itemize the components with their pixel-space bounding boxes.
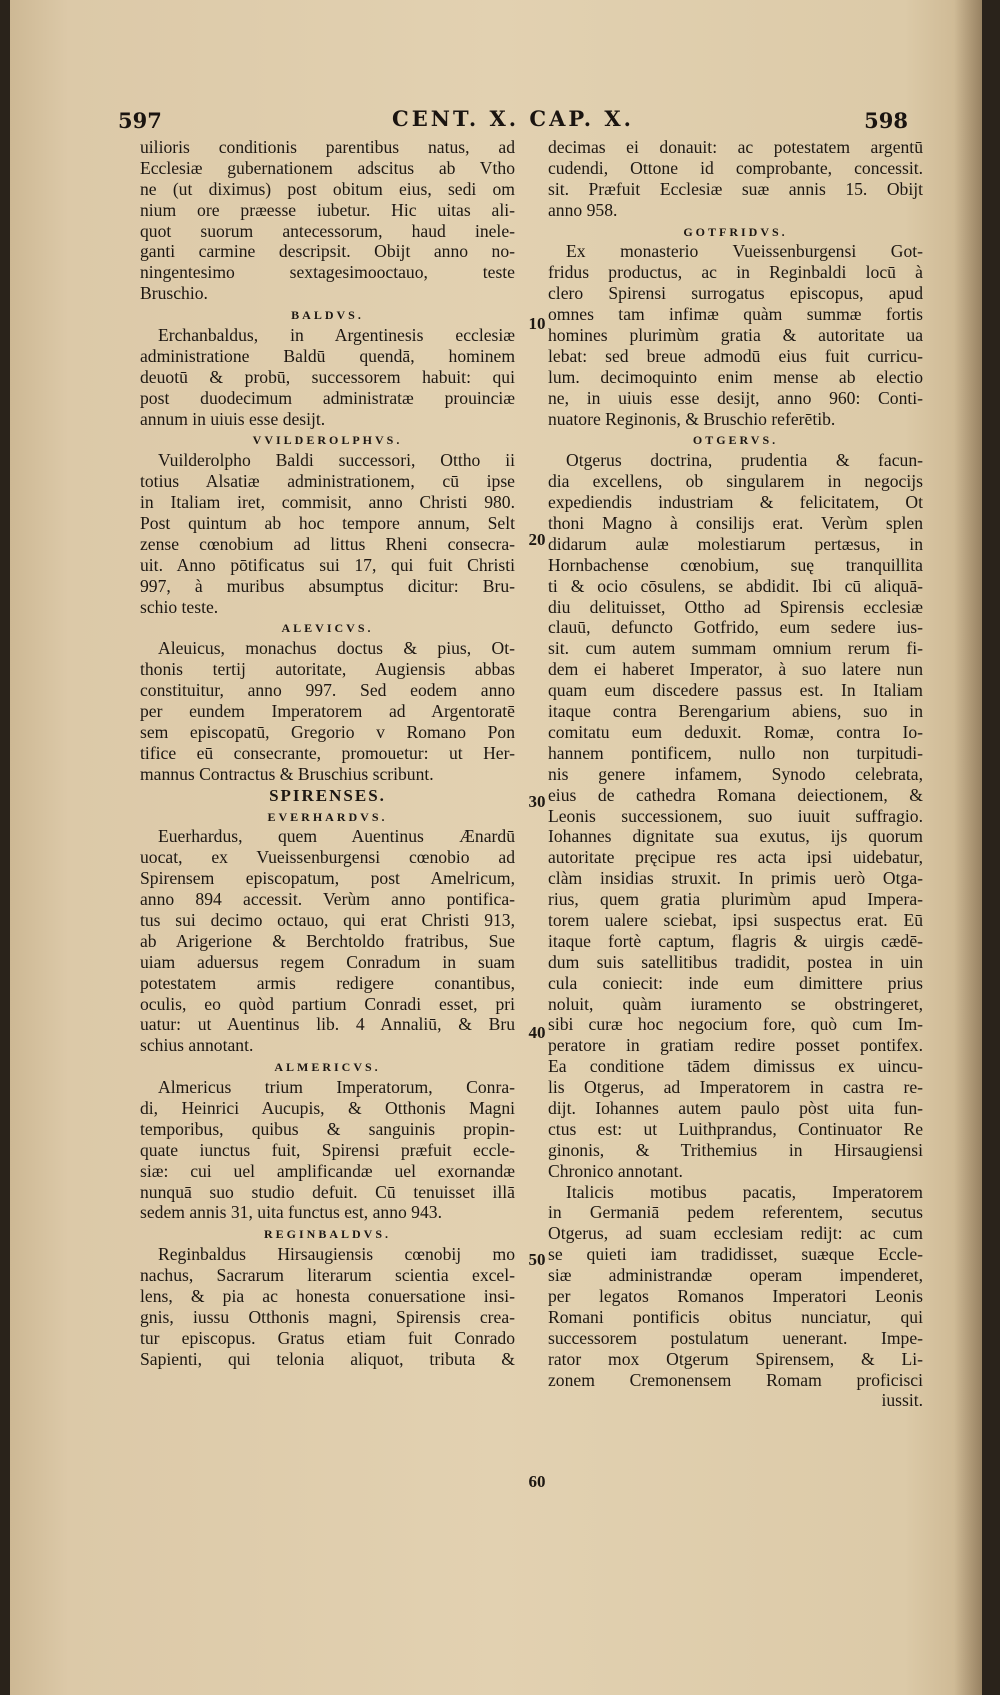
- text-line: sedem annis 31, uita functus est, anno 943.: [140, 1202, 442, 1223]
- page-number-left: 597: [118, 108, 162, 133]
- text-line: nunquā suo studio defuit. Cū tenuisset illā: [140, 1181, 515, 1202]
- text-line: ti & ocio cōsulens, se abdidit. Ibi cū aliquā-: [548, 575, 923, 596]
- text-line: anno 894 accessit. Verùm anno pontifica-: [140, 889, 515, 910]
- text-line: Aleuicus, monachus doctus & pius, Ot-: [158, 638, 515, 659]
- section-heading: ALMERICVS.: [274, 1060, 381, 1075]
- text-line: Vuilderolpho Baldi successori, Ottho ii: [158, 450, 515, 471]
- text-line: lens, & pia ac honesta conuersatione insi-: [140, 1285, 515, 1306]
- text-line: cula coniecit: inde eum dimittere prius: [548, 972, 923, 993]
- text-line: nachus, Sacrarum literarum scientia excel-: [140, 1265, 515, 1286]
- text-line: Otgerus doctrina, prudentia & facun-: [566, 450, 923, 471]
- text-line: gnis, iussu Otthonis magni, Spirensis crea-: [140, 1306, 515, 1327]
- text-line: schius annotant.: [140, 1035, 254, 1056]
- text-line: ne, in uiuis esse desijt, anno 960: Conti-: [548, 387, 923, 408]
- text-line: administratione Baldū quendā, hominem: [140, 345, 515, 366]
- text-line: dijt. Iohannes autem paulo pòst uita fun-: [548, 1097, 923, 1118]
- text-line: Italicis motibus pacatis, Imperatorem: [566, 1181, 923, 1202]
- text-line: ne (ut diximus) post obitum eius, sedi om: [140, 178, 515, 199]
- line-number: 30: [528, 792, 546, 811]
- text-line: totius Alsatiæ administrationem, cū ipse: [140, 471, 515, 492]
- text-line: dia excellens, ob singularem in negocijs: [548, 471, 923, 492]
- text-line: sit. Præfuit Ecclesiæ suæ annis 15. Obijt: [548, 178, 923, 199]
- section-heading: GOTFRIDVS.: [683, 224, 788, 239]
- text-line: uocat, ex Vueissenburgensi cœnobio ad: [140, 847, 515, 868]
- text-line: dem ei haberet Imperator, à suo latere nun: [548, 659, 923, 680]
- book-page: [10, 0, 982, 1695]
- text-line: didarum aulæ molestiarum pertæsus, in: [548, 533, 923, 554]
- line-number: 20: [528, 530, 546, 549]
- text-line: in Germaniā pedem referentem, secutus: [548, 1202, 923, 1223]
- page-edge-shadow: [954, 0, 982, 1695]
- text-line: sit. cum autem summam omnium rerum fi-: [548, 638, 923, 659]
- text-line: lebat: sed breue admodū eius fuit curricu-: [548, 345, 923, 366]
- text-line: tus sui decimo octauo, qui erat Christi 913,: [140, 909, 515, 930]
- line-number: 50: [528, 1250, 546, 1269]
- text-line: anno 958.: [548, 199, 618, 220]
- text-line: itaque contra Berengarium abiens, suo in: [548, 701, 923, 722]
- text-line: deuotū & probū, successorem habuit: qui: [140, 366, 515, 387]
- text-line: Almericus trium Imperatorum, Conra-: [158, 1077, 515, 1098]
- text-line: per eundem Imperatorem ad Argentoratē: [140, 701, 515, 722]
- text-line: noluit, quàm iuramento se obstringeret,: [548, 993, 923, 1014]
- text-line: Sapienti, qui telonia aliquot, tributa &: [140, 1348, 515, 1369]
- section-heading: VVILDEROLPHVS.: [252, 433, 403, 448]
- line-number: 10: [528, 314, 546, 333]
- text-line: lis Otgerus, ad Imperatorem in castra re-: [548, 1077, 923, 1098]
- text-line: ganti carmine descripsit. Obijt anno no-: [140, 241, 515, 262]
- text-line: di, Heinrici Aucupis, & Otthonis Magni: [140, 1097, 515, 1118]
- section-heading: REGINBALDVS.: [263, 1227, 392, 1242]
- text-line: diu delituisset, Ottho ad Spirensis ecclesiæ: [548, 596, 923, 617]
- section-heading: BALDVS.: [291, 308, 364, 323]
- text-line: tur episcopus. Gratus etiam fuit Conrado: [140, 1327, 515, 1348]
- text-line: tifice eū consecrante, promouetur: ut Her-: [140, 742, 515, 763]
- text-line: Ex monasterio Vueissenburgensi Got-: [566, 241, 923, 262]
- text-line: Ea conditione tādem dimissus ex uincu-: [548, 1056, 923, 1077]
- text-line: dum suis satellitibus tradidit, postea in uin: [548, 951, 923, 972]
- text-line: oculis, eo quòd partium Conradi esset, pri: [140, 993, 515, 1014]
- text-line: thoni Magno à consilijs erat. Verùm splen: [548, 513, 923, 534]
- running-head: [118, 104, 908, 138]
- text-line: ctus est: ut Luithprandus, Continuator Re: [548, 1118, 923, 1139]
- line-number: 60: [528, 1472, 546, 1491]
- text-line: ab Arigerione & Berchtoldo fratribus, Sue: [140, 930, 515, 951]
- text-line: rator mox Otgerum Spirensem, & Li-: [548, 1348, 923, 1369]
- catchword: iussit.: [881, 1390, 923, 1411]
- text-line: ginonis, & Trithemius in Hirsaugiensi: [548, 1139, 923, 1160]
- text-line: itaque fortè captum, flagris & uirgis cædē-: [548, 930, 923, 951]
- text-line: schio teste.: [140, 596, 219, 617]
- text-line: uit. Anno pōtificatus sui 17, qui fuit Christi: [140, 554, 515, 575]
- page-number-right: 598: [864, 108, 908, 133]
- text-line: lum. decimoquinto enim mense ab electio: [548, 366, 923, 387]
- text-line: quam eum discedere passus est. In Italiam: [548, 680, 923, 701]
- text-line: Chronico annotant.: [548, 1160, 683, 1181]
- text-line: clàm insidias struxit. In primis uerò Otga-: [548, 868, 923, 889]
- text-line: clauū, defuncto Gotfrido, eum sedere ius-: [548, 617, 923, 638]
- text-line: in Italiam iret, commisit, anno Christi 980.: [140, 492, 515, 513]
- text-line: cudendi, Ottone id comprobante, concessit.: [548, 157, 923, 178]
- text-line: Iohannes dignitate sua exutus, ijs quorum: [548, 826, 923, 847]
- text-line: annum in uiuis esse desijt.: [140, 408, 326, 429]
- chapter-subheading: SPIRENSES.: [269, 785, 386, 805]
- text-line: constituitur, anno 997. Sed eodem anno: [140, 680, 515, 701]
- section-heading: EVERHARDVS.: [267, 809, 388, 824]
- text-line: nium ore præesse iubetur. Hic uitas ali-: [140, 199, 515, 220]
- text-line: sibi curæ hoc negocium fore, quò cum Im-: [548, 1014, 923, 1035]
- text-line: zense cœnobium ad littus Rheni consecra-: [140, 533, 515, 554]
- text-line: Post quintum ab hoc tempore annum, Selt: [140, 513, 515, 534]
- running-title: CENT. X. CAP. X.: [392, 106, 634, 131]
- text-line: uatur: ut Auentinus lib. 4 Annaliū, & Bru: [140, 1014, 515, 1035]
- right-column: [548, 137, 923, 1411]
- text-line: quate iunctus fuit, Spirensi præfuit eccle-: [140, 1139, 515, 1160]
- text-line: decimas ei donauit: ac potestatem argentū: [548, 137, 923, 157]
- text-line: zonem Cremonensem Romam proficisci: [548, 1369, 923, 1390]
- text-line: omnes tam infimæ quàm summæ fortis: [548, 304, 923, 325]
- text-line: autoritate pręcipue res acta ipsi uidebatur,: [548, 847, 923, 868]
- text-line: Ecclesiæ gubernationem adscitus ab Vtho: [140, 157, 515, 178]
- text-line: successorem postulatum uenerant. Impe-: [548, 1327, 923, 1348]
- text-line: Spirensem episcopatum, post Amelricum,: [140, 868, 515, 889]
- text-line: nuatore Reginonis, & Bruschio referētib.: [548, 408, 836, 429]
- text-line: comitatu eum deduxit. Romæ, contra Io-: [548, 721, 923, 742]
- text-line: quot suorum antecessorum, haud inele-: [140, 220, 515, 241]
- text-line: Hornbachense cœnobium, suę tranquillita: [548, 554, 923, 575]
- text-line: torem ualere sciebat, ipsi suspectus erat. Eū: [548, 909, 923, 930]
- text-line: potestatem armis redigere conantibus,: [140, 972, 515, 993]
- text-line: Leonis successionem, suo iuuit suffragio.: [548, 805, 923, 826]
- section-heading: OTGERVS.: [692, 433, 779, 448]
- text-line: Romani pontificis obitus nunciatur, qui: [548, 1306, 923, 1327]
- text-line: uiam aduersus regem Conradum in suam: [140, 951, 515, 972]
- text-line: Euerhardus, quem Auentinus Ænardū: [158, 826, 515, 847]
- text-line: temporibus, quibus & sanguinis propin-: [140, 1118, 515, 1139]
- text-line: sem episcopatū, Gregorio v Romano Pon: [140, 721, 515, 742]
- text-line: siæ: cui uel amplificandæ uel exornandæ: [140, 1160, 515, 1181]
- text-line: per legatos Romanos Imperatori Leonis: [548, 1285, 923, 1306]
- text-line: clero Spirensi surrogatus episcopus, apud: [548, 283, 923, 304]
- text-line: nis genere infamem, Synodo celebrata,: [548, 763, 923, 784]
- left-column: [140, 137, 515, 1370]
- text-line: Reginbaldus Hirsaugiensis cœnobij mo: [158, 1244, 515, 1265]
- text-line: siæ administrandæ operam impenderet,: [548, 1265, 923, 1286]
- text-line: 997, à muribus absumptus dicitur: Bru-: [140, 575, 515, 596]
- line-number: 40: [528, 1023, 546, 1042]
- text-line: mannus Contractus & Bruschius scribunt.: [140, 763, 434, 784]
- text-line: se quieti iam tradidisset, suæque Eccle-: [548, 1244, 923, 1265]
- text-line: eius de cathedra Romana deiectionem, &: [548, 784, 923, 805]
- text-line: post duodecimum administratæ prouinciæ: [140, 387, 515, 408]
- text-line: peratore in gratiam redire posset pontifex.: [548, 1035, 923, 1056]
- text-line: Erchanbaldus, in Argentinesis ecclesiæ: [158, 325, 515, 346]
- text-line: uilioris conditionis parentibus natus, ad: [140, 137, 515, 157]
- text-line: Bruschio.: [140, 283, 208, 304]
- text-line: expediendis industriam & felicitatem, Ot: [548, 492, 923, 513]
- text-line: rius, quem gratia plurimùm apud Impera-: [548, 889, 923, 910]
- text-line: homines plurimùm gratia & autoritate ua: [548, 325, 923, 346]
- text-line: ningentesimo sextagesimooctauo, teste: [140, 262, 515, 283]
- text-line: thonis tertij autoritate, Augiensis abbas: [140, 659, 515, 680]
- text-line: fridus productus, ac in Reginbaldi locū à: [548, 262, 923, 283]
- section-heading: ALEVICVS.: [281, 621, 374, 636]
- text-line: hannem pontificem, nullo non turpitudi-: [548, 742, 923, 763]
- text-line: Otgerus, ad suam ecclesiam redijt: ac cum: [548, 1223, 923, 1244]
